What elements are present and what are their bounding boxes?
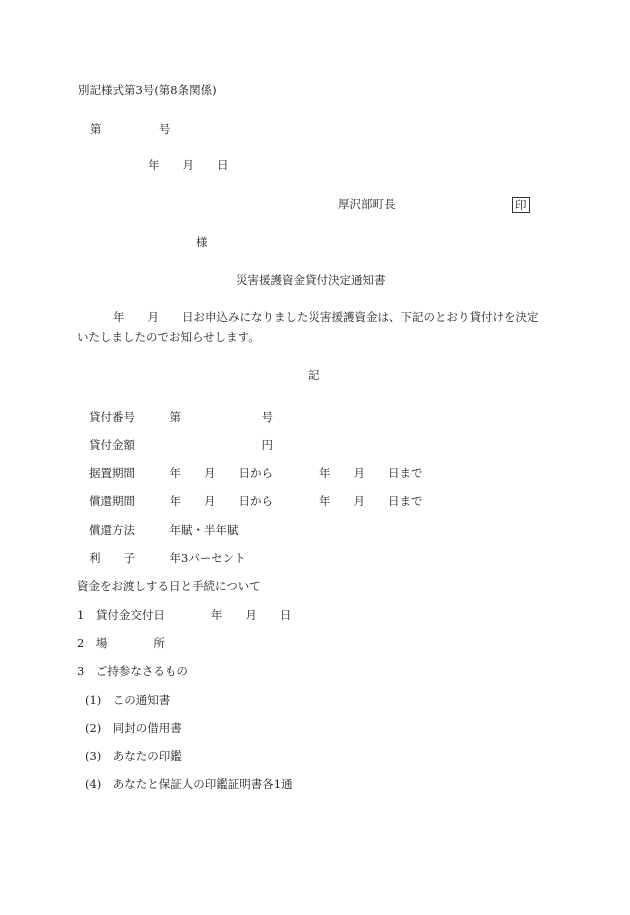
ki-heading: 記 [308,368,320,382]
item-loan-number: 貸付番号 第 号 [89,410,273,424]
item-grace-period: 据置期間 年 月 日から 年 月 日まで [89,466,423,480]
form-number: 別記様式第3号(第8条関係) [78,83,217,97]
bring-item-1: (1) この通知書 [85,693,171,707]
date-line: 年 月 日 [148,158,229,172]
item-repayment-method: 償還方法 年賦・半年賦 [89,523,239,537]
seal-mark: 印 [512,197,530,213]
addressee-line: 様 [196,235,208,249]
items-to-bring-heading: 3 ご持参なさるもの [77,664,188,678]
delivery-place-line: 2 場 所 [77,636,165,650]
delivery-section-heading: 資金をお渡しする日と手続について [77,579,261,593]
doc-number-line: 第 号 [90,122,171,136]
bring-item-3: (3) あなたの印鑑 [85,749,182,763]
bring-item-2: (2) 同封の借用書 [85,721,182,735]
body-line-1: 年 月 日お申込みになりました災害援護資金は、下記のとおり貸付けを決定 [113,310,539,324]
item-loan-amount: 貸付金額 円 [89,438,273,452]
document-title: 災害援護資金貸付決定通知書 [236,273,386,287]
item-interest: 利 子 年3パーセント [89,551,246,565]
body-line-2: いたしましたのでお知らせします。 [77,330,260,344]
item-repayment-period: 償還期間 年 月 日から 年 月 日まで [89,494,423,508]
issuer-name: 厚沢部町長 [338,197,396,211]
delivery-date-line: 1 貸付金交付日 年 月 日 [77,608,292,622]
bring-item-4: (4) あなたと保証人の印鑑証明書各1通 [85,777,293,791]
